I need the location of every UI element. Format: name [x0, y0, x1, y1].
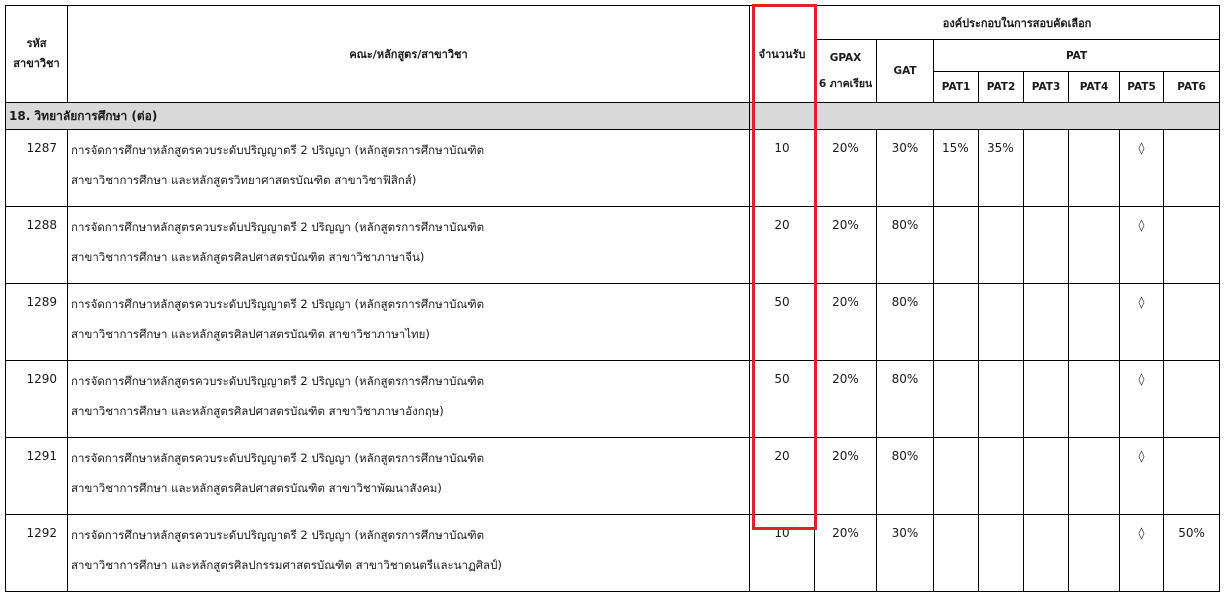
cell-pat6: 50% [1164, 515, 1220, 592]
cell-code: 1289 [6, 284, 68, 361]
cell-pat4 [1069, 515, 1120, 592]
cell-code: 1292 [6, 515, 68, 592]
cell-pat5: ◊ [1120, 284, 1164, 361]
header-code-line1: รหัส [26, 37, 47, 50]
cell-pat3 [1024, 515, 1069, 592]
header-quota: จำนวนรับ [750, 6, 815, 103]
table-row [6, 284, 1220, 361]
cell-program [68, 284, 750, 361]
section-title: 18. วิทยาลัยการศึกษา (ต่อ) [6, 103, 750, 130]
cell-gat: 30% [877, 130, 934, 207]
header-gpax-line1: GPAX [829, 52, 862, 64]
cell-gpax: 20% [815, 207, 877, 284]
cell-program [68, 130, 750, 207]
cell-quota: 20 [750, 207, 815, 284]
cell-gat: 80% [877, 284, 934, 361]
cell-quota: 20 [750, 438, 815, 515]
cell-pat4 [1069, 284, 1120, 361]
program-line-1: การจัดการศึกษาหลักสูตรควบระดับปริญญาตรี 2 ปริญญา (หลักสูตรการศึกษาบัณฑิต [71, 143, 485, 157]
cell-gat: 80% [877, 207, 934, 284]
header-gat: GAT [877, 40, 934, 103]
cell-pat2 [979, 438, 1024, 515]
table-row [6, 515, 1220, 592]
program-line-1: การจัดการศึกษาหลักสูตรควบระดับปริญญาตรี 2 ปริญญา (หลักสูตรการศึกษาบัณฑิต [71, 220, 485, 234]
cell-pat6 [1164, 130, 1220, 207]
cell-program [68, 515, 750, 592]
cell-gat: 80% [877, 438, 934, 515]
cell-pat4 [1069, 207, 1120, 284]
admission-table [5, 5, 1220, 592]
cell-pat2 [979, 515, 1024, 592]
table-row [6, 207, 1220, 284]
cell-pat6 [1164, 284, 1220, 361]
header-pat3: PAT3 [1024, 72, 1069, 103]
cell-pat3 [1024, 130, 1069, 207]
header-pat: PAT [934, 40, 1220, 72]
cell-pat6 [1164, 361, 1220, 438]
cell-pat6 [1164, 207, 1220, 284]
cell-pat1 [934, 438, 979, 515]
cell-quota: 50 [750, 284, 815, 361]
table-row [6, 438, 1220, 515]
table-row [6, 361, 1220, 438]
program-line-1: การจัดการศึกษาหลักสูตรควบระดับปริญญาตรี 2 ปริญญา (หลักสูตรการศึกษาบัณฑิต [71, 297, 485, 311]
header-code [6, 6, 68, 103]
cell-gat: 30% [877, 515, 934, 592]
cell-pat2 [979, 284, 1024, 361]
cell-pat3 [1024, 361, 1069, 438]
cell-code: 1287 [6, 130, 68, 207]
cell-pat5: ◊ [1120, 207, 1164, 284]
cell-pat5: ◊ [1120, 130, 1164, 207]
cell-pat2: 35% [979, 130, 1024, 207]
cell-gpax: 20% [815, 361, 877, 438]
cell-quota: 10 [750, 130, 815, 207]
header-program: คณะ/หลักสูตร/สาขาวิชา [68, 6, 750, 103]
cell-pat5: ◊ [1120, 438, 1164, 515]
cell-quota: 50 [750, 361, 815, 438]
cell-code: 1290 [6, 361, 68, 438]
header-pat2: PAT2 [979, 72, 1024, 103]
program-line-2: สาขาวิชาการศึกษา และหลักสูตรศิลปศาสตรบัณฑิต สาขาวิชาภาษาอังกฤษ) [71, 404, 444, 418]
cell-pat1 [934, 515, 979, 592]
program-line-2: สาขาวิชาการศึกษา และหลักสูตรศิลปศาสตรบัณฑิต สาขาวิชาภาษาจีน) [71, 250, 425, 264]
cell-pat5: ◊ [1120, 361, 1164, 438]
cell-pat1 [934, 207, 979, 284]
cell-code: 1288 [6, 207, 68, 284]
cell-pat1 [934, 361, 979, 438]
table-row [6, 130, 1220, 207]
cell-pat3 [1024, 438, 1069, 515]
cell-pat4 [1069, 438, 1120, 515]
cell-gpax: 20% [815, 515, 877, 592]
program-line-2: สาขาวิชาการศึกษา และหลักสูตรศิลปกรรมศาสตรบัณฑิต สาขาวิชาดนตรีและนาฏศิลป์) [71, 558, 502, 572]
cell-pat6 [1164, 438, 1220, 515]
cell-pat3 [1024, 207, 1069, 284]
header-components: องค์ประกอบในการสอบคัดเลือก [815, 6, 1220, 40]
cell-quota: 10 [750, 515, 815, 592]
program-line-2: สาขาวิชาการศึกษา และหลักสูตรศิลปศาสตรบัณฑิต สาขาวิชาพัฒนาสังคม) [71, 481, 442, 495]
section-row [6, 103, 1220, 130]
header-pat5: PAT5 [1120, 72, 1164, 103]
section-filler [750, 103, 1220, 130]
cell-program [68, 207, 750, 284]
cell-pat5: ◊ [1120, 515, 1164, 592]
header-pat1: PAT1 [934, 72, 979, 103]
cell-pat4 [1069, 130, 1120, 207]
cell-gpax: 20% [815, 284, 877, 361]
cell-pat2 [979, 207, 1024, 284]
header-code-line2: สาขาวิชา [13, 57, 60, 70]
cell-pat1 [934, 284, 979, 361]
program-line-2: สาขาวิชาการศึกษา และหลักสูตรศิลปศาสตรบัณฑิต สาขาวิชาภาษาไทย) [71, 327, 430, 341]
cell-gpax: 20% [815, 130, 877, 207]
cell-pat1: 15% [934, 130, 979, 207]
cell-program [68, 361, 750, 438]
cell-pat3 [1024, 284, 1069, 361]
header-pat4: PAT4 [1069, 72, 1120, 103]
cell-gpax: 20% [815, 438, 877, 515]
program-line-1: การจัดการศึกษาหลักสูตรควบระดับปริญญาตรี 2 ปริญญา (หลักสูตรการศึกษาบัณฑิต [71, 451, 485, 465]
program-line-1: การจัดการศึกษาหลักสูตรควบระดับปริญญาตรี 2 ปริญญา (หลักสูตรการศึกษาบัณฑิต [71, 528, 485, 542]
cell-gat: 80% [877, 361, 934, 438]
program-line-2: สาขาวิชาการศึกษา และหลักสูตรวิทยาศาสตรบัณฑิต สาขาวิชาฟิสิกส์) [71, 173, 417, 187]
cell-program [68, 438, 750, 515]
header-gpax [815, 40, 877, 103]
program-line-1: การจัดการศึกษาหลักสูตรควบระดับปริญญาตรี 2 ปริญญา (หลักสูตรการศึกษาบัณฑิต [71, 374, 485, 388]
cell-pat2 [979, 361, 1024, 438]
header-gpax-line2: 6 ภาคเรียน [818, 78, 873, 90]
header-pat6: PAT6 [1164, 72, 1220, 103]
cell-pat4 [1069, 361, 1120, 438]
cell-code: 1291 [6, 438, 68, 515]
